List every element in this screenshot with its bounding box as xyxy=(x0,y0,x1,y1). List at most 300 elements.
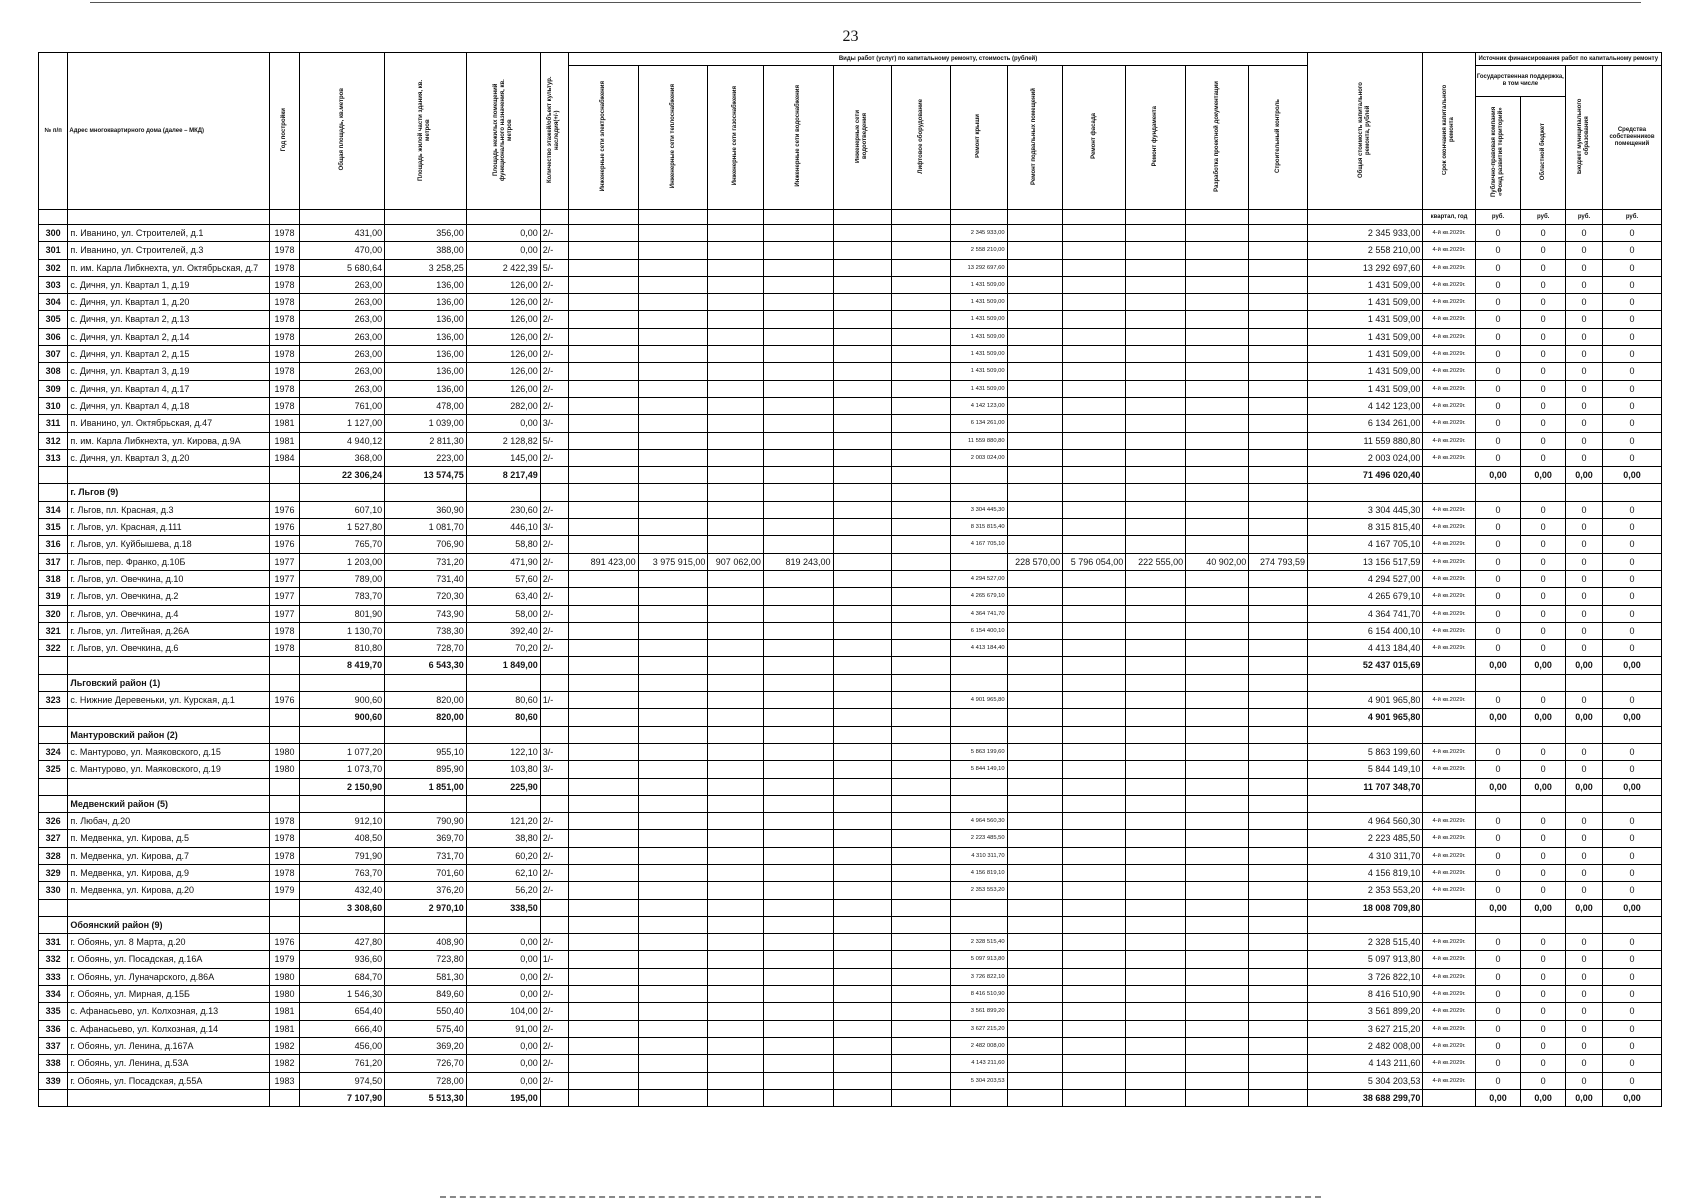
table-cell xyxy=(1063,259,1126,276)
row-municipal: 0 xyxy=(1565,761,1602,778)
row-total-area: 763,70 xyxy=(300,864,385,881)
subtotal-nonliving-area: 80,60 xyxy=(466,709,540,726)
table-cell xyxy=(1007,847,1063,864)
table-cell xyxy=(1126,225,1186,242)
row-deadline: 4-й кв.2029г. xyxy=(1423,743,1475,760)
row-deadline: 4-й кв.2029г. xyxy=(1423,449,1475,466)
row-deadline: 4-й кв.2029г. xyxy=(1423,225,1475,242)
table-cell xyxy=(1249,813,1308,830)
section-spacer xyxy=(39,726,68,743)
row-region: 0 xyxy=(1521,640,1566,657)
table-cell xyxy=(763,519,833,536)
table-cell xyxy=(763,1055,833,1072)
table-cell xyxy=(892,536,951,553)
row-region: 0 xyxy=(1521,415,1566,432)
table-cell xyxy=(1602,484,1661,501)
row-work-w12: 274 793,59 xyxy=(1249,553,1308,570)
subtotal-living-area: 6 543,30 xyxy=(385,657,467,674)
table-cell xyxy=(892,259,951,276)
table-cell xyxy=(1126,605,1186,622)
table-cell xyxy=(951,709,1008,726)
row-total-area: 427,80 xyxy=(300,934,385,951)
table-cell xyxy=(708,847,764,864)
row-fund: 0 xyxy=(1475,864,1521,881)
row-address: с. Мантурово, ул. Маяковского, д.15 xyxy=(68,743,269,760)
row-floors: 2/- xyxy=(540,1072,568,1089)
table-cell xyxy=(300,484,385,501)
row-fund: 0 xyxy=(1475,1055,1521,1072)
subtotal-row xyxy=(39,899,1662,916)
hdr-unit-quarter: квартал, год xyxy=(1423,210,1475,225)
table-cell xyxy=(833,346,892,363)
row-nonliving-area: 70,20 xyxy=(466,640,540,657)
row-work-roof: 4 143 211,60 xyxy=(951,1055,1008,1072)
table-cell xyxy=(1063,311,1126,328)
subtotal-municipal: 0,00 xyxy=(1565,467,1602,484)
row-total-cost: 8 416 510,90 xyxy=(1308,986,1423,1003)
row-floors: 2/- xyxy=(540,501,568,518)
row-nonliving-area: 56,20 xyxy=(466,882,540,899)
table-cell xyxy=(540,1089,568,1106)
table-cell xyxy=(1126,259,1186,276)
row-number: 316 xyxy=(39,536,68,553)
table-cell xyxy=(569,1072,639,1089)
row-nonliving-area: 0,00 xyxy=(466,1072,540,1089)
row-address: п. Медвенка, ул. Кирова, д.7 xyxy=(68,847,269,864)
table-cell xyxy=(1186,588,1249,605)
table-cell xyxy=(833,432,892,449)
subtotal-municipal: 0,00 xyxy=(1565,657,1602,674)
row-number: 338 xyxy=(39,1055,68,1072)
row-living-area: 790,90 xyxy=(385,813,467,830)
table-cell xyxy=(1063,1037,1126,1054)
row-address: п. им. Карла Либкнехта, ул. Кирова, д.9А xyxy=(68,432,269,449)
row-floors: 2/- xyxy=(540,813,568,830)
table-cell xyxy=(1063,276,1126,293)
row-fund: 0 xyxy=(1475,986,1521,1003)
table-cell xyxy=(1007,657,1063,674)
table-cell xyxy=(385,795,467,812)
table-cell xyxy=(638,882,708,899)
row-nonliving-area: 471,90 xyxy=(466,553,540,570)
table-cell xyxy=(1063,294,1126,311)
row-municipal: 0 xyxy=(1565,380,1602,397)
row-living-area: 706,90 xyxy=(385,536,467,553)
row-total-cost: 2 482 008,00 xyxy=(1308,1037,1423,1054)
row-deadline: 4-й кв.2029г. xyxy=(1423,761,1475,778)
table-cell xyxy=(269,484,299,501)
row-municipal: 0 xyxy=(1565,259,1602,276)
table-cell xyxy=(1521,484,1566,501)
table-cell xyxy=(1063,501,1126,518)
hdr-fin-fund: Публично-правовая компания «Фонд развития территорий» xyxy=(1475,97,1521,210)
row-number: 313 xyxy=(39,449,68,466)
table-cell xyxy=(763,346,833,363)
row-region: 0 xyxy=(1521,847,1566,864)
table-cell xyxy=(1126,449,1186,466)
table-cell xyxy=(1249,225,1308,242)
row-deadline: 4-й кв.2029г. xyxy=(1423,346,1475,363)
table-cell xyxy=(569,501,639,518)
table-cell xyxy=(763,761,833,778)
table-cell xyxy=(892,519,951,536)
row-fund: 0 xyxy=(1475,605,1521,622)
table-cell xyxy=(763,709,833,726)
row-municipal: 0 xyxy=(1565,830,1602,847)
row-year: 1976 xyxy=(269,501,299,518)
row-total-cost: 4 167 705,10 xyxy=(1308,536,1423,553)
row-floors: 2/- xyxy=(540,934,568,951)
table-cell xyxy=(1186,934,1249,951)
table-cell xyxy=(569,622,639,639)
row-work-w8: 228 570,00 xyxy=(1007,553,1063,570)
table-cell xyxy=(1186,397,1249,414)
table-cell xyxy=(638,242,708,259)
row-fund: 0 xyxy=(1475,276,1521,293)
table-cell xyxy=(638,1020,708,1037)
table-cell xyxy=(833,484,892,501)
table-cell xyxy=(638,1003,708,1020)
table-cell xyxy=(1249,1072,1308,1089)
table-cell xyxy=(569,225,639,242)
table-cell xyxy=(300,795,385,812)
row-region: 0 xyxy=(1521,692,1566,709)
table-cell xyxy=(1063,743,1126,760)
table-cell xyxy=(638,259,708,276)
table-cell xyxy=(1249,830,1308,847)
subtotal-owners: 0,00 xyxy=(1602,778,1661,795)
row-floors: 2/- xyxy=(540,242,568,259)
row-floors: 5/- xyxy=(540,432,568,449)
table-cell xyxy=(638,415,708,432)
row-address: с. Нижние Деревеньки, ул. Курская, д.1 xyxy=(68,692,269,709)
table-cell xyxy=(1249,968,1308,985)
table-cell xyxy=(708,397,764,414)
row-municipal: 0 xyxy=(1565,588,1602,605)
row-living-area: 728,00 xyxy=(385,1072,467,1089)
row-year: 1980 xyxy=(269,761,299,778)
row-municipal: 0 xyxy=(1565,951,1602,968)
subtotal-fund: 0,00 xyxy=(1475,709,1521,726)
table-cell xyxy=(763,467,833,484)
table-cell xyxy=(763,276,833,293)
table-cell xyxy=(1007,778,1063,795)
subtotal-owners: 0,00 xyxy=(1602,1089,1661,1106)
hdr-total-cost: Общая стоимость капитального ремонта, рублей xyxy=(1308,53,1423,210)
table-cell xyxy=(1007,743,1063,760)
row-number: 318 xyxy=(39,570,68,587)
row-total-cost: 6 134 261,00 xyxy=(1308,415,1423,432)
table-cell xyxy=(1186,674,1249,691)
row-deadline: 4-й кв.2029г. xyxy=(1423,1003,1475,1020)
subtotal-living-area: 2 970,10 xyxy=(385,899,467,916)
row-work-roof: 5 097 913,80 xyxy=(951,951,1008,968)
row-nonliving-area: 0,00 xyxy=(466,1037,540,1054)
table-cell xyxy=(569,570,639,587)
row-total-cost: 4 143 211,60 xyxy=(1308,1055,1423,1072)
table-cell xyxy=(638,899,708,916)
table-cell xyxy=(708,1037,764,1054)
row-number: 335 xyxy=(39,1003,68,1020)
table-cell xyxy=(638,709,708,726)
table-cell xyxy=(1186,657,1249,674)
row-nonliving-area: 58,80 xyxy=(466,536,540,553)
table-cell xyxy=(1063,346,1126,363)
row-deadline: 4-й кв.2029г. xyxy=(1423,1055,1475,1072)
table-cell xyxy=(569,259,639,276)
table-cell xyxy=(833,519,892,536)
row-municipal: 0 xyxy=(1565,328,1602,345)
section-header-row xyxy=(39,674,1662,691)
table-cell xyxy=(763,795,833,812)
hdr-w-lift: Лифтовое оборудование xyxy=(892,66,951,210)
row-municipal: 0 xyxy=(1565,986,1602,1003)
table-cell xyxy=(1602,674,1661,691)
row-living-area: 136,00 xyxy=(385,276,467,293)
table-cell xyxy=(708,432,764,449)
row-municipal: 0 xyxy=(1565,1055,1602,1072)
row-deadline: 4-й кв.2029г. xyxy=(1423,968,1475,985)
row-floors: 2/- xyxy=(540,847,568,864)
table-cell xyxy=(951,899,1008,916)
table-cell xyxy=(1186,743,1249,760)
subtotal-region: 0,00 xyxy=(1521,467,1566,484)
table-cell xyxy=(1521,726,1566,743)
row-region: 0 xyxy=(1521,501,1566,518)
table-cell xyxy=(1007,674,1063,691)
hdr-fin-state: Государственная поддержка, в том числе xyxy=(1475,66,1565,97)
table-cell xyxy=(68,657,269,674)
table-cell xyxy=(1249,328,1308,345)
table-cell xyxy=(892,847,951,864)
row-owners: 0 xyxy=(1602,1003,1661,1020)
table-cell xyxy=(638,380,708,397)
section-spacer xyxy=(39,795,68,812)
table-cell xyxy=(1249,588,1308,605)
table-cell xyxy=(569,709,639,726)
row-owners: 0 xyxy=(1602,588,1661,605)
table-cell xyxy=(1565,916,1602,933)
table-cell xyxy=(39,657,68,674)
table-cell xyxy=(638,1055,708,1072)
table-row xyxy=(39,640,1662,657)
table-cell xyxy=(68,467,269,484)
table-cell xyxy=(569,795,639,812)
row-deadline: 4-й кв.2029г. xyxy=(1423,986,1475,1003)
table-cell xyxy=(1565,484,1602,501)
row-owners: 0 xyxy=(1602,951,1661,968)
row-region: 0 xyxy=(1521,311,1566,328)
table-cell xyxy=(385,916,467,933)
table-cell xyxy=(708,726,764,743)
table-cell xyxy=(763,864,833,881)
row-owners: 0 xyxy=(1602,830,1661,847)
row-floors: 2/- xyxy=(540,640,568,657)
table-cell xyxy=(763,432,833,449)
table-row xyxy=(39,519,1662,536)
table-cell xyxy=(569,380,639,397)
table-row xyxy=(39,968,1662,985)
section-label: Обоянский район (9) xyxy=(68,916,269,933)
row-year: 1984 xyxy=(269,449,299,466)
table-cell xyxy=(1186,864,1249,881)
table-cell xyxy=(763,363,833,380)
row-owners: 0 xyxy=(1602,986,1661,1003)
table-cell xyxy=(708,986,764,1003)
row-address: п. Медвенка, ул. Кирова, д.9 xyxy=(68,864,269,881)
hdr-no: № п/п xyxy=(39,53,68,210)
row-owners: 0 xyxy=(1602,934,1661,951)
table-cell xyxy=(638,501,708,518)
table-cell xyxy=(1007,346,1063,363)
table-cell xyxy=(1063,986,1126,1003)
table-cell xyxy=(833,588,892,605)
row-total-area: 791,90 xyxy=(300,847,385,864)
row-living-area: 3 258,25 xyxy=(385,259,467,276)
row-owners: 0 xyxy=(1602,328,1661,345)
table-cell xyxy=(1007,709,1063,726)
row-floors: 2/- xyxy=(540,328,568,345)
table-cell xyxy=(1186,276,1249,293)
row-region: 0 xyxy=(1521,519,1566,536)
table-cell xyxy=(833,640,892,657)
row-fund: 0 xyxy=(1475,225,1521,242)
row-owners: 0 xyxy=(1602,1055,1661,1072)
subtotal-row xyxy=(39,1089,1662,1106)
row-number: 301 xyxy=(39,242,68,259)
table-cell xyxy=(833,1037,892,1054)
table-cell xyxy=(638,397,708,414)
row-municipal: 0 xyxy=(1565,640,1602,657)
table-cell xyxy=(638,916,708,933)
table-cell xyxy=(1249,605,1308,622)
row-address: п. Иванино, ул. Октябрьская, д.47 xyxy=(68,415,269,432)
row-work-w2: 3 975 915,00 xyxy=(638,553,708,570)
row-region: 0 xyxy=(1521,276,1566,293)
table-cell xyxy=(1186,536,1249,553)
table-cell xyxy=(763,726,833,743)
table-cell xyxy=(1249,380,1308,397)
row-total-area: 1 077,20 xyxy=(300,743,385,760)
table-cell xyxy=(569,899,639,916)
row-number: 310 xyxy=(39,397,68,414)
table-cell xyxy=(1423,1089,1475,1106)
table-cell xyxy=(569,692,639,709)
row-nonliving-area: 103,80 xyxy=(466,761,540,778)
table-cell xyxy=(1007,795,1063,812)
subtotal-total-area: 7 107,90 xyxy=(300,1089,385,1106)
subtotal-fund: 0,00 xyxy=(1475,1089,1521,1106)
table-cell xyxy=(1249,709,1308,726)
table-cell xyxy=(892,397,951,414)
row-living-area: 581,30 xyxy=(385,968,467,985)
row-living-area: 820,00 xyxy=(385,692,467,709)
table-cell xyxy=(569,467,639,484)
row-fund: 0 xyxy=(1475,328,1521,345)
table-cell xyxy=(1475,674,1521,691)
table-cell xyxy=(1249,363,1308,380)
table-cell xyxy=(1249,847,1308,864)
row-total-area: 761,00 xyxy=(300,397,385,414)
table-cell xyxy=(892,1020,951,1037)
table-cell xyxy=(833,225,892,242)
row-living-area: 720,30 xyxy=(385,588,467,605)
row-deadline: 4-й кв.2029г. xyxy=(1423,847,1475,864)
row-total-cost: 2 353 553,20 xyxy=(1308,882,1423,899)
table-cell xyxy=(1249,934,1308,951)
hdr-unit-rub-4: руб. xyxy=(1602,210,1661,225)
row-year: 1978 xyxy=(269,830,299,847)
table-cell xyxy=(1249,761,1308,778)
table-cell xyxy=(466,726,540,743)
row-living-area: 955,10 xyxy=(385,743,467,760)
row-municipal: 0 xyxy=(1565,294,1602,311)
row-total-cost: 13 292 697,60 xyxy=(1308,259,1423,276)
table-cell xyxy=(1521,795,1566,812)
table-cell xyxy=(708,864,764,881)
table-cell xyxy=(1126,726,1186,743)
table-cell xyxy=(1126,415,1186,432)
row-total-cost: 4 265 679,10 xyxy=(1308,588,1423,605)
row-number: 333 xyxy=(39,968,68,985)
row-fund: 0 xyxy=(1475,882,1521,899)
table-cell xyxy=(1186,294,1249,311)
row-year: 1979 xyxy=(269,951,299,968)
row-address: с. Дичня, ул. Квартал 2, д.13 xyxy=(68,311,269,328)
row-fund: 0 xyxy=(1475,449,1521,466)
table-cell xyxy=(1126,657,1186,674)
table-cell xyxy=(763,1037,833,1054)
subtotal-row xyxy=(39,467,1662,484)
table-cell xyxy=(638,605,708,622)
table-cell xyxy=(833,743,892,760)
row-fund: 0 xyxy=(1475,761,1521,778)
row-fund: 0 xyxy=(1475,640,1521,657)
table-cell xyxy=(1063,1020,1126,1037)
hdr-works-group: Виды работ (услуг) по капитальному ремонту, стоимость (рублей) xyxy=(569,53,1308,66)
table-cell xyxy=(638,743,708,760)
row-work-roof: 4 413 184,40 xyxy=(951,640,1008,657)
table-cell xyxy=(763,882,833,899)
table-cell xyxy=(1249,294,1308,311)
table-cell xyxy=(1126,916,1186,933)
row-total-area: 263,00 xyxy=(300,363,385,380)
table-cell xyxy=(708,276,764,293)
table-cell xyxy=(1249,986,1308,1003)
table-cell xyxy=(638,692,708,709)
row-municipal: 0 xyxy=(1565,934,1602,951)
row-work-roof: 4 364 741,70 xyxy=(951,605,1008,622)
table-cell xyxy=(708,951,764,968)
table-cell xyxy=(39,1089,68,1106)
row-number: 303 xyxy=(39,276,68,293)
row-number: 300 xyxy=(39,225,68,242)
row-work-roof: 1 431 509,00 xyxy=(951,311,1008,328)
table-cell xyxy=(569,951,639,968)
table-cell xyxy=(1249,640,1308,657)
capital-repair-table xyxy=(38,52,1662,1107)
table-cell xyxy=(1063,1003,1126,1020)
row-address: г. Льгов, ул. Овечкина, д.10 xyxy=(68,570,269,587)
table-row xyxy=(39,276,1662,293)
table-cell xyxy=(892,968,951,985)
table-cell xyxy=(638,311,708,328)
row-deadline: 4-й кв.2029г. xyxy=(1423,692,1475,709)
table-cell xyxy=(1063,519,1126,536)
row-fund: 0 xyxy=(1475,415,1521,432)
table-cell xyxy=(1007,1072,1063,1089)
table-cell xyxy=(833,795,892,812)
